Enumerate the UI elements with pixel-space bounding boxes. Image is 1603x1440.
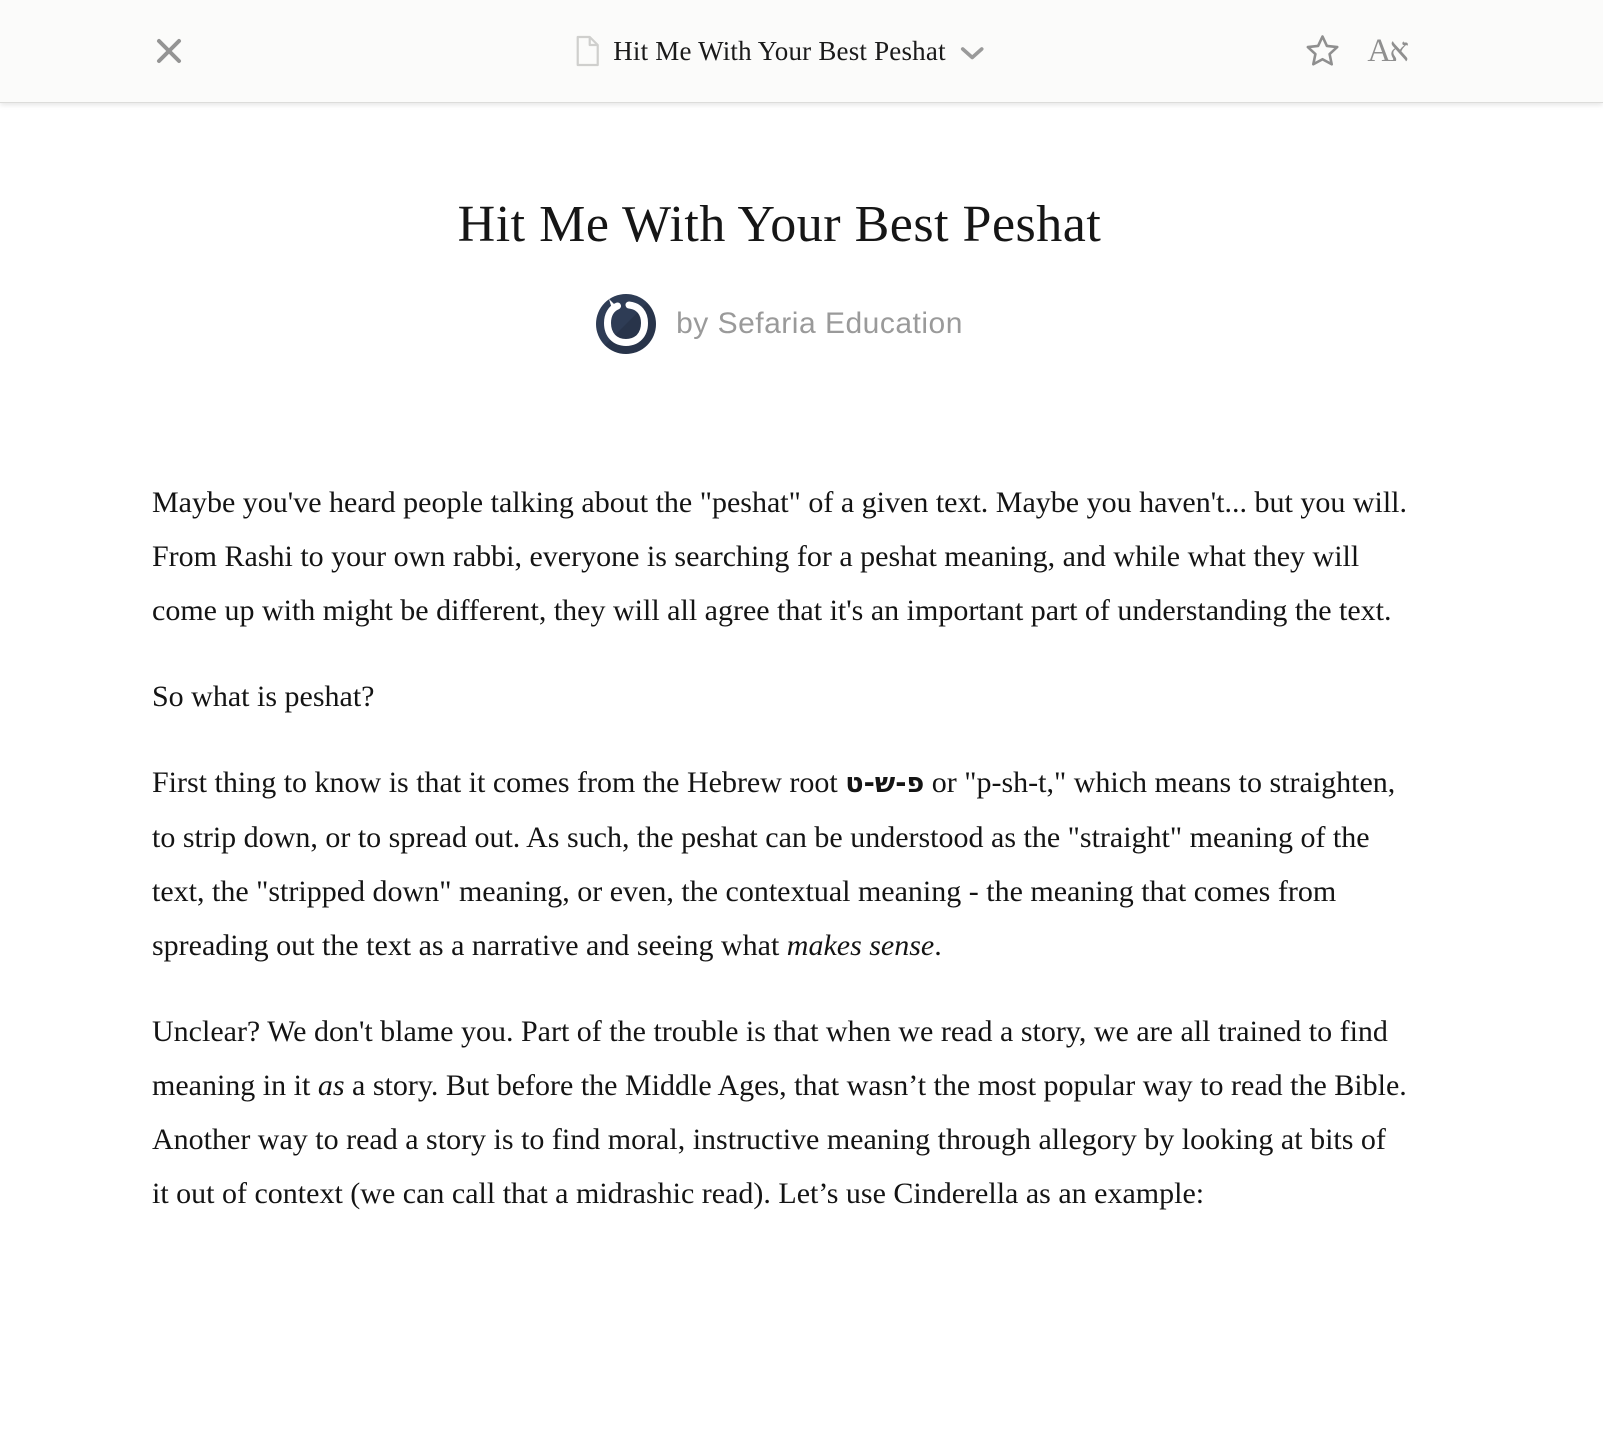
italic-text: as (317, 1069, 345, 1102)
page-title: Hit Me With Your Best Peshat (457, 196, 1102, 253)
star-button[interactable] (1304, 33, 1341, 69)
sheet-body (152, 195, 1407, 1221)
body-text: Unclear? We don't blame you. Part of the trouble is that when we read a story, we are all trained to find meaning in it (152, 1015, 1388, 1102)
header-doc-title: Hit Me With Your Best Peshat (613, 35, 946, 66)
close-icon (152, 34, 186, 68)
sheet-content (152, 476, 1407, 1221)
body-text: Maybe you've heard people talking about the "peshat" of a given text. Maybe you haven't... but you will. From Rashi to your own rabbi, everyone is searching for a peshat meaning, and while what they will come up with might be different, they will all agree that it's an important part of understanding the text. (152, 486, 1407, 627)
star-icon (1304, 33, 1341, 69)
hebrew-text: פ-ש-ט (845, 768, 925, 799)
sheet-title-dropdown[interactable] (574, 35, 985, 67)
document-icon (574, 35, 599, 67)
body-text: a story. But before the Middle Ages, that wasn’t the most popular way to read the Bible. Another way to read a story is to find moral, instructive meaning through allegory by looking at bits of it out of context (we can call that a midrashic read). Let’s use Cinderella as an example: (152, 1069, 1407, 1210)
close-button[interactable] (152, 34, 186, 68)
byline-text: by Sefaria Education (676, 307, 963, 340)
body-text: First thing to know is that it comes from the Hebrew root (152, 766, 846, 799)
chevron-down-icon (960, 46, 985, 61)
paragraph (152, 756, 1407, 973)
font-size-button[interactable]: Aא (1367, 32, 1407, 69)
italic-text: makes sense (786, 929, 935, 962)
sefaria-logo-icon (596, 294, 656, 354)
body-text: . (934, 929, 942, 962)
header-inner (152, 0, 1407, 102)
body-text: So what is peshat? (152, 680, 375, 713)
byline (152, 294, 1407, 354)
body-text: or "p-sh-t," which means to straighten, to strip down, or to spread out. As such, the peshat can be understood as the "straight" meaning of the text, the "stripped down" meaning, or even, the contextual meaning - the meaning that comes from spreading out the text as a narrative and seeing what (152, 766, 1396, 962)
header-actions (1304, 33, 1407, 69)
reader-header (0, 0, 1603, 103)
paragraph (152, 670, 1407, 724)
paragraph (152, 1005, 1407, 1221)
paragraph (152, 476, 1407, 638)
